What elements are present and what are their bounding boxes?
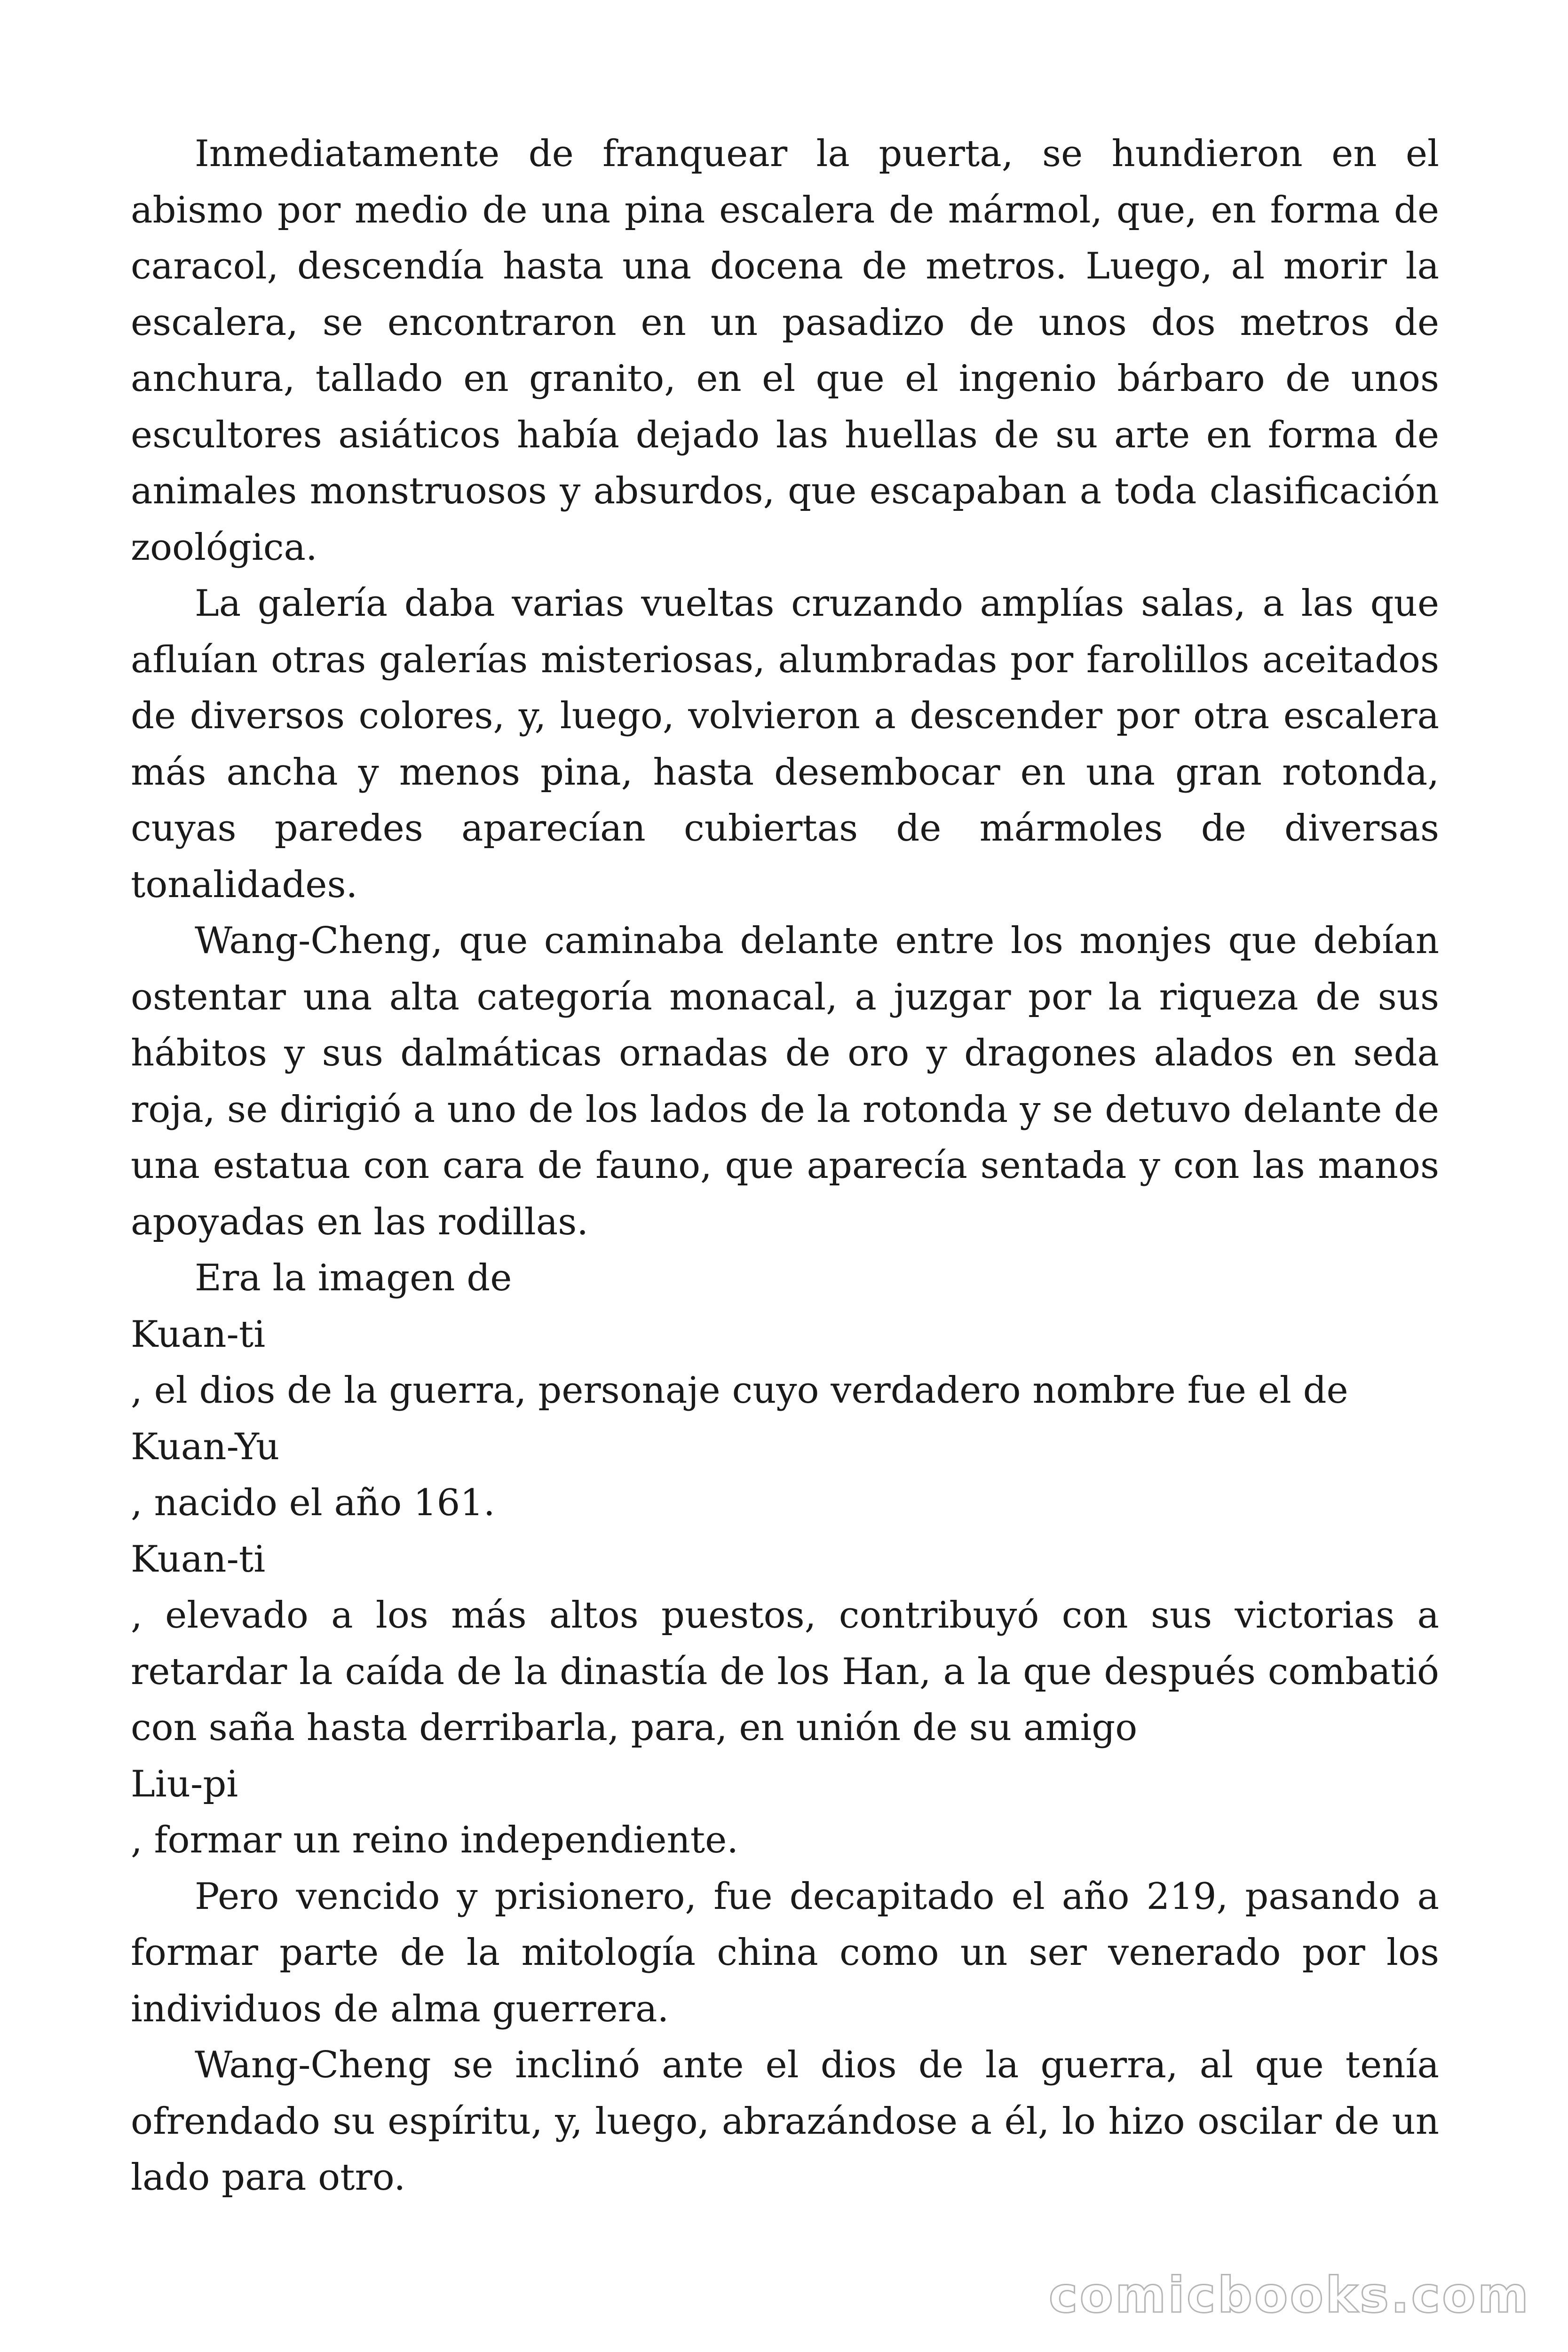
paragraph: Pero vencido y prisionero, fue decapitado el año 219, pasando a formar parte de la mitología china como un ser venerado por los individuos de alma guerrera. [131,1875,1439,2030]
paragraph-fragment: , elevado a los más altos puestos, contribuyó con sus victorias a retardar la caída de la dinastía de los Han, a la que después combatió con saña hasta derribarla, para, en unión de su amigo [131,1594,1439,1749]
paragraph-fragment: Kuan-ti [131,1538,266,1581]
paragraph-fragment: , nacido el año 161. [131,1482,495,1524]
watermark: comicbooks.com [1048,2266,1530,2324]
paragraph-fragment: Kuan-Yu [131,1425,280,1468]
paragraph: La galería daba varias vueltas cruzando amplías salas, a las que afluían otras galerías misteriosas, alumbradas por farolillos aceitados de diversos colores, y, luego, volvieron a descender por otra escalera más ancha y menos pina, hasta desembocar en una gran rotonda, cuyas paredes aparecían cubiertas de mármoles de diversas tonalidades. [131,582,1439,906]
body-text [131,126,1439,2206]
paragraph-fragment: , formar un reino independiente. [131,1819,739,1861]
paragraph-fragment: Liu-pi [131,1763,238,1805]
paragraph: Inmediatamente de franquear la puerta, se hundieron en el abismo por medio de una pina escalera de mármol, que, en forma de caracol, descendía hasta una docena de metros. Luego, al morir la escalera, se encontraron en un pasadizo de unos dos metros de anchura, tallado en granito, en el que el ingenio bárbaro de unos escultores asiáticos había dejado las huellas de su arte en forma de animales monstruosos y absurdos, que escapaban a toda clasificación zoológica. [131,133,1439,569]
paragraph-fragment: , el dios de la guerra, personaje cuyo verdadero nombre fue el de [131,1369,1348,1412]
paragraph: Wang-Cheng, que caminaba delante entre los monjes que debían ostentar una alta categoría monacal, a juzgar por la riqueza de sus hábitos y sus dalmáticas ornadas de oro y dragones alados en seda roja, se dirigió a uno de los lados de la rotonda y se detuvo delante de una estatua con cara de fauno, que aparecía sentada y con las manos apoyadas en las rodillas. [131,920,1439,1243]
paragraph-fragment: Kuan-ti [131,1313,266,1356]
paragraph: Era la imagen de [195,1257,512,1299]
paragraph: Wang-Cheng se inclinó ante el dios de la guerra, al que tenía ofrendado su espíritu, y, luego, abrazándose a él, lo hizo oscilar de un lado para otro. [131,2044,1439,2199]
